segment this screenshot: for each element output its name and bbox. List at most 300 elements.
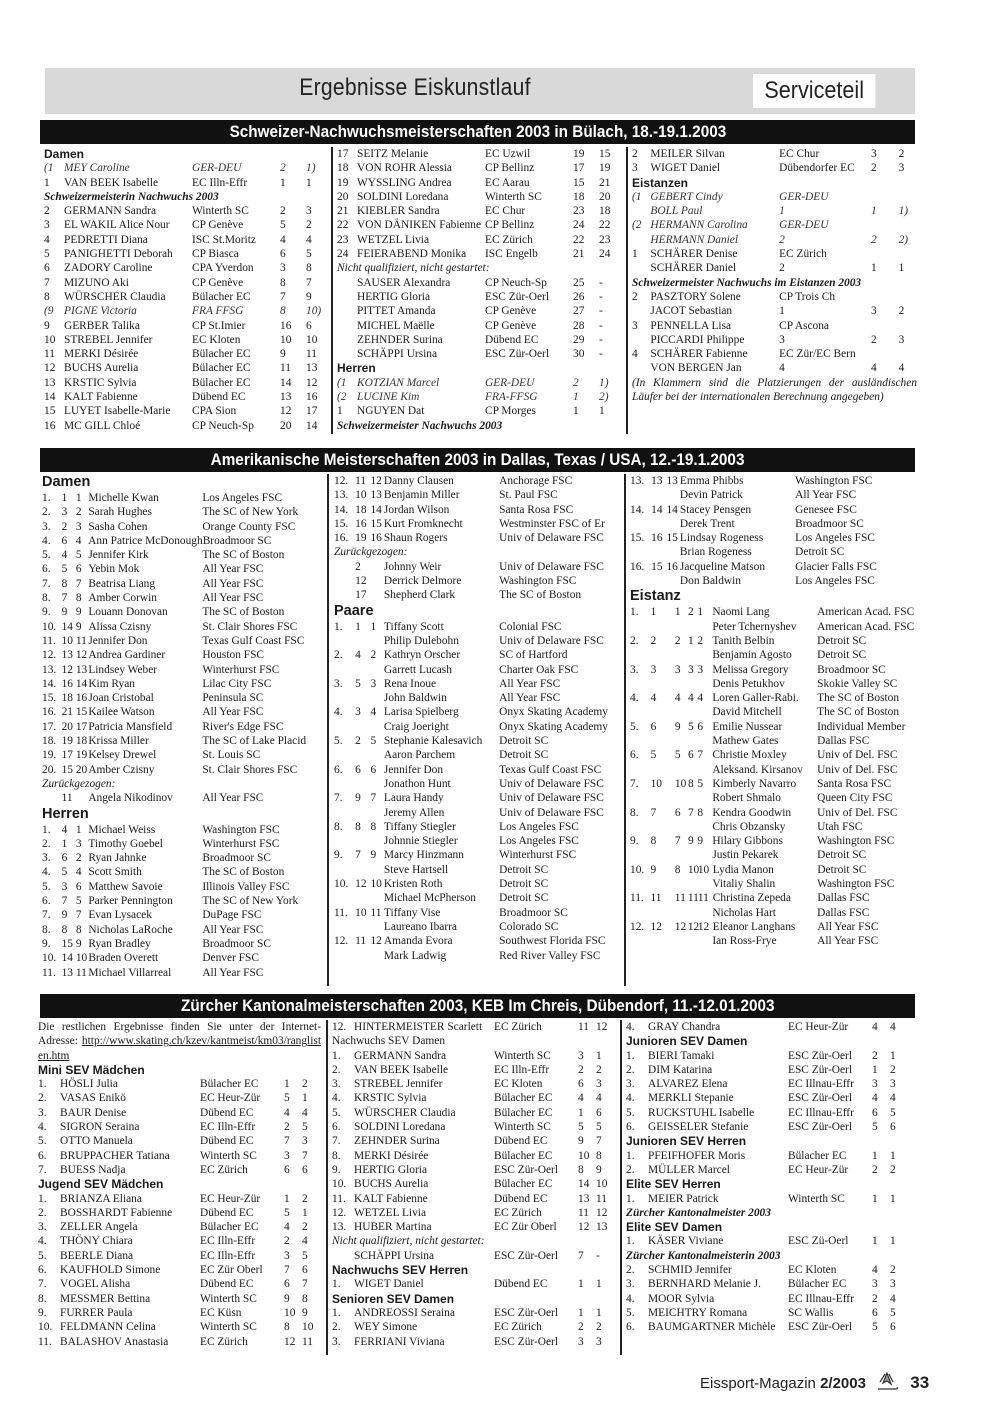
score-b: 19: [599, 162, 611, 175]
fd2-rank: [697, 734, 712, 748]
placement: (1: [632, 190, 642, 203]
club: Houston FSC: [202, 649, 265, 662]
placement: 10.: [630, 863, 645, 876]
club: St. Paul FSC: [499, 489, 558, 502]
skater-name: MÜLLER Marcel: [648, 1163, 730, 1176]
result-row: [44, 204, 329, 218]
placement: 22: [337, 219, 349, 232]
skater-name: VON DÄNIKEN Fabienne: [357, 219, 482, 232]
score-b: 11: [596, 1192, 607, 1205]
result-row: [334, 677, 624, 691]
free-rank: [370, 663, 383, 677]
free-rank: 6: [370, 763, 377, 776]
result-row: [337, 347, 622, 361]
skater-name: SCHÄPPI Ursina: [354, 1249, 435, 1262]
club: Los Angeles FSC: [499, 820, 579, 833]
score-a: [871, 290, 899, 304]
club: Washington FSC: [202, 823, 280, 836]
skater-name: Denis Petukhov: [712, 677, 785, 690]
placement: [630, 648, 651, 662]
club: ESC Zür-Oerl: [494, 1163, 558, 1176]
skater-name: MEY Caroline: [64, 162, 130, 175]
placement: 2.: [626, 1163, 635, 1176]
result-row: [38, 1206, 321, 1220]
placement: [630, 488, 651, 502]
club: Detroit SC: [499, 892, 549, 905]
result-row: [38, 1335, 321, 1349]
result-row: [334, 806, 624, 820]
skater-name: KRSTIC Sylvia: [64, 376, 137, 389]
club: Univ of Delaware FSC: [499, 634, 604, 647]
club: Washington FSC: [817, 878, 895, 891]
zurich-column-3: [626, 1020, 916, 1335]
result-row: [630, 648, 920, 662]
skater-name: PFEIFHOFER Moris: [648, 1149, 746, 1162]
placement: [334, 663, 355, 677]
skater-name: Beatrisa Liang: [88, 577, 156, 590]
skater-name: HERMANN Daniel: [650, 233, 739, 246]
usa-championship-banner: Amerikanische Meisterschaften 2003 in Dallas, Texas / USA, 12.-19.1.2003: [40, 448, 915, 472]
skater-name: Ian Ross-Frye: [712, 935, 777, 948]
skater-name: Devin Patrick: [679, 489, 743, 502]
club: St. Clair Shores FSC: [202, 620, 298, 633]
club: CP Bellinz: [485, 219, 535, 232]
placement: [334, 574, 355, 588]
free-rank: 5: [75, 895, 82, 908]
placement: 12.: [332, 1206, 347, 1219]
result-row: [334, 934, 624, 948]
club: GER-DEU: [779, 190, 829, 203]
club: Winterhurst FSC: [202, 837, 280, 850]
result-row: [630, 560, 920, 574]
free-rank: [370, 720, 383, 734]
result-row: [42, 923, 327, 937]
result-row: [332, 1020, 617, 1034]
club: The SC of Lake Placid: [202, 735, 307, 748]
club: Dübend EC: [200, 1135, 254, 1148]
results-link[interactable]: http://www.skating.ch/kzev/kantmeist/km03/ranglisten.htm: [38, 1035, 321, 1062]
free-rank: 2: [75, 852, 82, 865]
score-a: 8: [280, 305, 286, 318]
short-rank: [651, 517, 666, 531]
free-rank: 5: [370, 735, 377, 748]
result-row: [332, 1049, 617, 1063]
result-row: [626, 1263, 916, 1277]
club: Los Angeles FSC: [499, 835, 579, 848]
free-rank: 7: [75, 577, 82, 590]
score-b: 12: [596, 1206, 608, 1219]
placement: 13: [44, 376, 56, 389]
placement: 3.: [334, 677, 343, 690]
result-row: [334, 763, 624, 777]
result-row: [632, 361, 917, 375]
short-rank: 12: [355, 878, 367, 891]
score-a: 1: [280, 176, 286, 189]
placement: [632, 304, 650, 318]
score-b: 8: [306, 262, 312, 275]
club: Detroit SC: [499, 863, 549, 876]
club: Winterhurst FSC: [202, 663, 280, 676]
free-rank: [76, 791, 88, 805]
club: All Year FSC: [202, 706, 264, 719]
score-a: 2: [871, 162, 877, 175]
club: ESC Zür-Oerl: [788, 1092, 852, 1105]
free-rank: [370, 588, 383, 602]
placement: 4.: [332, 1092, 341, 1105]
skater-name: KOTZIAN Marcel: [357, 376, 440, 389]
column-divider: [327, 474, 329, 986]
champion-note: Schweizermeister Nachwuchs 2003: [337, 419, 503, 432]
score-b: 1: [306, 176, 312, 189]
free-rank: 11: [370, 906, 382, 919]
result-row: [626, 1306, 916, 1320]
skater-name: Tiffany Scott: [383, 620, 444, 633]
club: Bülacher EC: [494, 1178, 553, 1191]
placement: 4.: [38, 1235, 47, 1248]
score-a: 10: [280, 333, 292, 346]
skater-name: MICHEL Maëlle: [357, 319, 435, 332]
skater-name: Derek Trent: [679, 517, 735, 530]
club: Dallas FSC: [817, 735, 870, 748]
placement: 6.: [626, 1121, 635, 1134]
club: All Year FSC: [817, 935, 879, 948]
score-a: 12: [280, 405, 292, 418]
champion-note: Schweizermeisterin Nachwuchs 2003: [44, 190, 219, 203]
short-rank: 11: [61, 792, 73, 805]
short-rank: 4: [61, 823, 68, 836]
club: Genesee FSC: [795, 503, 857, 516]
free-rank: [370, 748, 383, 762]
od-rank: 10: [674, 777, 687, 790]
category-heading: Damen: [44, 147, 85, 161]
placement: [630, 763, 651, 777]
club: EC Illnau-Effr: [788, 1078, 854, 1091]
score-a: 2: [573, 376, 579, 389]
category-heading: Junioren SEV Herren: [626, 1134, 747, 1149]
club: Bülacher EC: [494, 1149, 553, 1162]
club: All Year FSC: [202, 966, 264, 979]
skater-name: MOOR Sylvia: [648, 1292, 715, 1305]
skater-name: Aleksand. Kirsanov: [712, 763, 803, 776]
score-a: 3: [871, 148, 877, 160]
fd2-rank: [697, 848, 712, 862]
cd-rank: [651, 734, 675, 748]
category-heading: Mini SEV Mädchen: [38, 1062, 145, 1077]
result-row: [630, 545, 920, 559]
skater-name: Jennifer Kirk: [88, 549, 149, 562]
skater-name: BAUR Denise: [60, 1106, 127, 1119]
placement: 2.: [38, 1206, 47, 1219]
fd1-rank: 5: [688, 720, 694, 733]
club: EC Zür/EC Bern: [779, 348, 856, 361]
club: Washington FSC: [499, 575, 577, 588]
fd2-rank: 4: [697, 692, 704, 705]
short-rank: 6: [61, 852, 68, 865]
fd2-rank: 5: [697, 777, 704, 790]
cd-rank: [651, 906, 675, 920]
placement: 12: [44, 362, 56, 375]
placement: 8.: [42, 592, 51, 605]
club: 3: [779, 333, 785, 346]
score-b: -: [599, 348, 603, 361]
short-rank: 17: [355, 589, 367, 602]
placement: 16.: [42, 706, 57, 719]
club: Dallas FSC: [817, 892, 870, 905]
club: Broadmoor SC: [202, 534, 272, 547]
placement: 3: [44, 219, 50, 232]
placement: 13.: [334, 489, 349, 502]
placement: 7: [44, 276, 50, 289]
short-rank: 1: [61, 837, 68, 850]
club: EC Heur-Zür: [200, 1192, 261, 1205]
skater-name: SCHÄRER Denise: [650, 248, 738, 261]
result-row: [42, 520, 327, 534]
cd-rank: 5: [650, 749, 657, 762]
placement: 18.: [42, 735, 57, 748]
placement: 1.: [332, 1049, 341, 1062]
club: Individual Member: [817, 720, 906, 733]
placement: 5.: [334, 735, 343, 748]
score-a: 3: [578, 1335, 584, 1348]
free-rank: 7: [370, 792, 377, 805]
result-row: [44, 276, 329, 290]
placement: [334, 863, 355, 877]
score-a: 7: [284, 1135, 290, 1148]
free-rank: 15: [370, 517, 382, 530]
club: EC Illnau-Effr: [788, 1292, 854, 1305]
score-a: 11: [578, 1206, 589, 1219]
placement: 24: [337, 248, 349, 261]
free-rank: [370, 920, 383, 934]
result-row: [42, 865, 327, 879]
result-row: [332, 1192, 617, 1206]
result-row: [42, 734, 327, 748]
result-row: [630, 720, 920, 734]
club: EC Zürich: [494, 1021, 542, 1033]
score-a: 4: [872, 1264, 878, 1277]
result-row: [44, 247, 329, 261]
result-row: [630, 806, 920, 820]
fd2-rank: [697, 934, 712, 948]
skater-name: SCHMID Jennifer: [648, 1264, 732, 1277]
skater-name: Kathryn Orscher: [383, 649, 461, 662]
skater-name: Kendra Goodwin: [712, 806, 792, 819]
placement: [334, 634, 355, 648]
club: Bülacher EC: [494, 1106, 553, 1119]
placement: 9: [44, 319, 50, 332]
skater-name: Nicholas Hart: [712, 906, 776, 919]
skater-name: VAN BEEK Isabelle: [354, 1063, 449, 1076]
placement: 6.: [332, 1121, 341, 1134]
result-row: [630, 763, 920, 777]
short-rank: 15: [651, 560, 663, 573]
result-row: [630, 474, 920, 488]
score-a: 1: [284, 1078, 290, 1091]
score-a: 3: [280, 262, 286, 275]
score-b: -: [599, 305, 603, 318]
placement: 10: [44, 333, 56, 346]
score-b: 10: [306, 333, 318, 346]
skater-name: MERKI Désirée: [354, 1149, 429, 1162]
placement: 14.: [42, 677, 57, 690]
od-rank: 8: [674, 863, 681, 876]
placement: (9: [44, 305, 54, 318]
club: Univ of Delaware FSC: [499, 560, 604, 573]
short-rank: 4: [355, 649, 361, 662]
result-row: [332, 1177, 617, 1191]
skater-name: John Baldwin: [383, 692, 447, 705]
skater-name: HINTERMEISTER Scarlett: [354, 1021, 483, 1033]
result-row: [42, 908, 327, 922]
swiss-column-3: [632, 147, 917, 404]
skater-name: RUCKSTUHL Isabelle: [648, 1106, 755, 1119]
score-a: 1: [573, 405, 579, 418]
result-row: [626, 1192, 916, 1206]
score-b: 3: [596, 1335, 602, 1348]
result-row: [632, 247, 917, 261]
champion-note: Zürcher Kantonalmeister 2003: [626, 1206, 771, 1219]
score-b: 4: [890, 1292, 896, 1305]
club: EC Zürich: [494, 1206, 542, 1219]
result-row: [334, 531, 624, 545]
result-row: [630, 488, 920, 502]
skater-name: BUESS Nadja: [60, 1163, 126, 1176]
skater-name: OTTO Manuela: [60, 1135, 133, 1148]
free-rank: 1: [75, 823, 82, 836]
placement: 6.: [38, 1149, 47, 1162]
score-a: 9: [284, 1292, 290, 1305]
skater-name: Ryan Jahnke: [88, 852, 147, 865]
score-b: 2: [898, 305, 905, 318]
result-row: [38, 1220, 321, 1234]
free-rank: 11: [75, 966, 87, 979]
score-a: 23: [573, 205, 585, 218]
cd-rank: 1: [650, 606, 657, 619]
score-a: 1: [573, 391, 579, 404]
skater-name: Kelsey Drewel: [88, 749, 157, 762]
score-a: 3: [872, 1078, 878, 1091]
skater-name: Ann Patrice McDonough: [88, 534, 203, 547]
free-rank: 13: [370, 489, 382, 502]
score-a: 2: [871, 233, 877, 246]
fd2-rank: 2: [697, 634, 704, 647]
club: All Year FSC: [202, 592, 264, 605]
skater-name: Eleanor Langhans: [712, 920, 796, 933]
skater-name: FURRER Paula: [60, 1306, 133, 1319]
score-a: 24: [573, 219, 585, 232]
score-b: 7: [306, 276, 312, 289]
result-row: [632, 190, 917, 204]
skater-name: Parker Pennington: [88, 895, 173, 908]
score-b: 1: [302, 1092, 308, 1105]
placement: 7.: [334, 792, 343, 805]
result-row: [42, 748, 327, 762]
skater-name: MEICHTRY Romana: [648, 1306, 748, 1319]
skater-name: PENNELLA Lisa: [650, 319, 732, 332]
skater-name: BUCHS Aurelia: [64, 362, 139, 375]
short-rank: [355, 663, 370, 677]
od-rank: [675, 648, 688, 662]
skater-name: VASAS Enikö: [60, 1092, 126, 1105]
magazine-name: Eissport-Magazin: [700, 1374, 816, 1392]
placement: [337, 304, 357, 318]
skater-name: BIERI Tamaki: [648, 1049, 715, 1062]
score-a: 8: [578, 1163, 584, 1176]
club: The SC of New York: [202, 506, 299, 519]
placement: 1.: [626, 1192, 635, 1205]
club: Detroit SC: [817, 649, 867, 662]
club: EC Illn-Effr: [494, 1063, 550, 1076]
club: EC Zür Oberl: [200, 1264, 263, 1277]
placement: 3.: [42, 852, 51, 865]
result-row: [42, 677, 327, 691]
skater-name: BERNHARD Melanie J.: [648, 1278, 761, 1291]
score-b: 2: [302, 1221, 308, 1234]
note-text: Zurückgezogen:: [334, 546, 408, 559]
skater-name: WEY Simone: [354, 1321, 418, 1334]
page-title: Ergebnisse Eiskunstlauf: [299, 74, 531, 101]
category-heading: Elite SEV Damen: [626, 1220, 723, 1235]
result-row: [332, 1306, 617, 1320]
club: The SC of Boston: [202, 606, 285, 619]
club: EC Zürich: [200, 1335, 248, 1348]
column-divider: [331, 147, 333, 434]
od-rank: [675, 705, 688, 719]
score-a: 1: [578, 1278, 584, 1291]
score-a: 3: [578, 1049, 584, 1062]
placement: 1.: [332, 1278, 341, 1291]
column-divider: [626, 147, 628, 434]
club: Dübend EC: [494, 1192, 548, 1205]
score-b: [899, 347, 917, 361]
result-row: [630, 906, 920, 920]
score-b: 15: [599, 148, 611, 160]
short-rank: 18: [61, 692, 73, 705]
skater-name: BAUMGARTNER Michèle: [648, 1321, 776, 1334]
short-rank: 10: [355, 489, 367, 502]
club: American Acad. FSC: [817, 606, 915, 619]
result-row: [332, 1063, 617, 1077]
club: The SC of Boston: [817, 706, 900, 719]
score-a: 3: [284, 1249, 290, 1262]
club: Univ of Delaware FSC: [499, 792, 604, 805]
free-rank: 5: [75, 549, 82, 562]
result-row: [44, 347, 329, 361]
free-rank: 12: [370, 475, 382, 487]
score-a: 7: [578, 1249, 584, 1262]
club: CP Genève: [485, 319, 537, 332]
skater-name: Kimberly Navarro: [712, 777, 797, 790]
result-row: [42, 620, 327, 634]
placement: 8.: [38, 1292, 47, 1305]
fd2-rank: 3: [697, 663, 704, 676]
placement: [632, 233, 650, 247]
placement: 10.: [334, 878, 349, 891]
short-rank: 2: [355, 735, 361, 748]
fd2-rank: [697, 820, 712, 834]
club: ESC Zür-Oerl: [494, 1306, 558, 1319]
result-row: [626, 1077, 916, 1091]
placement: 9.: [42, 606, 51, 619]
club: Broadmoor SC: [202, 852, 271, 865]
score-b: 3: [890, 1278, 896, 1291]
score-b: 1: [890, 1149, 896, 1162]
club: EC Illnau-Effr: [788, 1106, 854, 1119]
skater-name: KALT Fabienne: [64, 391, 138, 404]
score-b: 7: [302, 1149, 308, 1162]
skater-name: LUYET Isabelle-Marie: [64, 405, 171, 418]
free-rank: 16: [75, 692, 88, 705]
